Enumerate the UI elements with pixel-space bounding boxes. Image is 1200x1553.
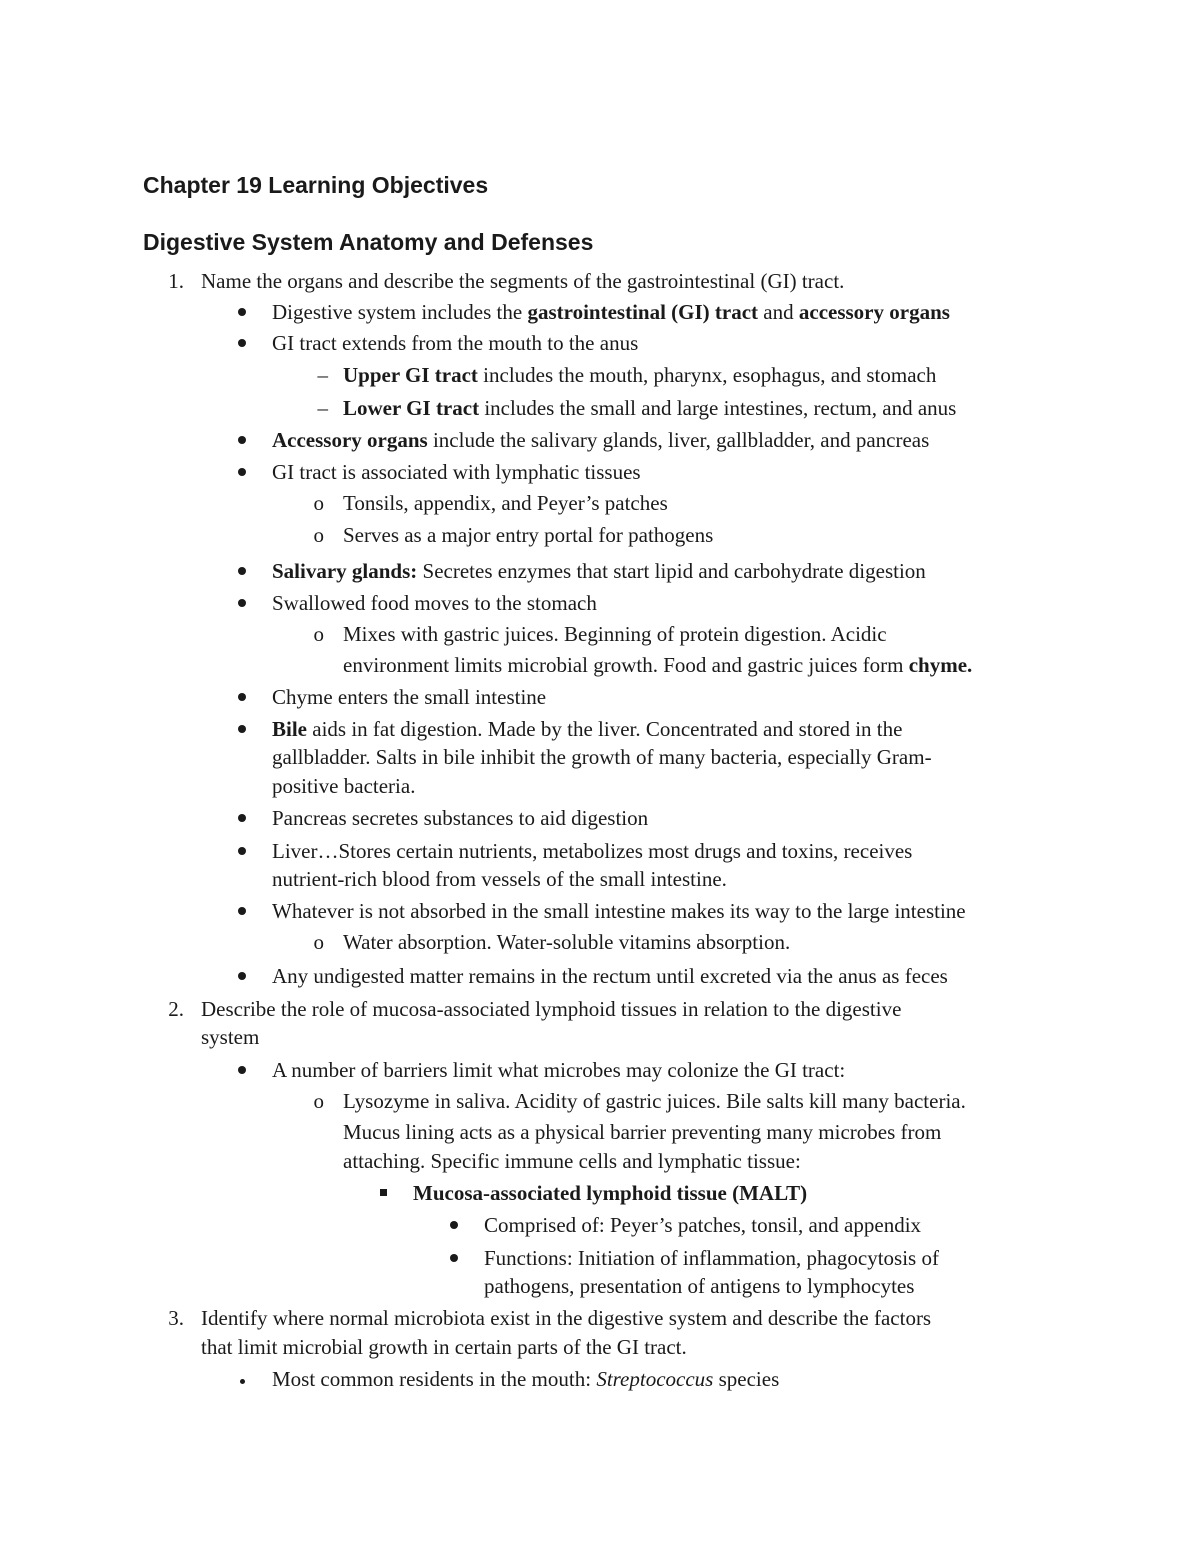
small-bullet-icon — [240, 1379, 245, 1384]
list-item: Water absorption. Water-soluble vitamins absorption. — [343, 930, 791, 954]
bullet-icon — [238, 814, 246, 822]
list-item-line: Mixes with gastric juices. Beginning of protein digestion. Acidic — [343, 622, 887, 646]
list-item-line: Bile aids in fat digestion. Made by the liver. Concentrated and stored in the — [272, 717, 903, 741]
bullet-icon — [238, 436, 246, 444]
objective-text-line: that limit microbial growth in certain parts of the GI tract. — [201, 1335, 687, 1359]
objective-text-line: Describe the role of mucosa-associated lymphoid tissues in relation to the digestive — [201, 997, 902, 1021]
dash-icon: – — [317, 396, 328, 420]
list-item: GI tract extends from the mouth to the anus — [272, 331, 639, 355]
list-item-line: Functions: Initiation of inflammation, phagocytosis of — [484, 1246, 939, 1270]
list-item-line: Lysozyme in saliva. Acidity of gastric juices. Bile salts kill many bacteria. — [343, 1089, 966, 1113]
list-item-line: Liver…Stores certain nutrients, metabolizes most drugs and toxins, receives — [272, 839, 913, 863]
dash-icon: – — [317, 363, 328, 387]
list-item-line: environment limits microbial growth. Food and gastric juices form chyme. — [343, 653, 973, 677]
circle-bullet-icon: o — [313, 930, 324, 954]
list-item: Accessory organs include the salivary glands, liver, gallbladder, and pancreas — [272, 428, 930, 452]
list-number: 1. — [168, 269, 184, 293]
list-item-line: Mucus lining acts as a physical barrier preventing many microbes from — [343, 1120, 942, 1144]
bullet-icon — [238, 972, 246, 980]
list-item: Any undigested matter remains in the rectum until excreted via the anus as feces — [272, 964, 948, 988]
page-title: Chapter 19 Learning Objectives — [143, 172, 489, 198]
list-item: Salivary glands: Secretes enzymes that start lipid and carbohydrate digestion — [272, 559, 926, 583]
list-item: A number of barriers limit what microbes may colonize the GI tract: — [272, 1058, 846, 1082]
list-item: Swallowed food moves to the stomach — [272, 591, 597, 615]
list-item-line: attaching. Specific immune cells and lymphatic tissue: — [343, 1149, 801, 1173]
list-item: Serves as a major entry portal for pathogens — [343, 523, 714, 547]
circle-bullet-icon: o — [313, 523, 324, 547]
bullet-icon — [450, 1221, 458, 1229]
list-item-line: positive bacteria. — [272, 774, 416, 798]
list-item: GI tract is associated with lymphatic tissues — [272, 460, 641, 484]
bullet-icon — [238, 468, 246, 476]
list-item: Digestive system includes the gastrointestinal (GI) tract and accessory organs — [272, 300, 950, 324]
list-item: Pancreas secretes substances to aid digestion — [272, 806, 649, 830]
bullet-icon — [238, 1066, 246, 1074]
bullet-icon — [450, 1254, 458, 1262]
list-item: Upper GI tract includes the mouth, pharynx, esophagus, and stomach — [343, 363, 937, 387]
list-item: Most common residents in the mouth: Streptococcus species — [272, 1367, 780, 1391]
list-item: Lower GI tract includes the small and large intestines, rectum, and anus — [343, 396, 957, 420]
list-item: Comprised of: Peyer’s patches, tonsil, and appendix — [484, 1213, 922, 1237]
list-number: 3. — [168, 1306, 184, 1330]
objective-text-line: system — [201, 1025, 260, 1049]
list-item-line: nutrient-rich blood from vessels of the small intestine. — [272, 867, 727, 891]
objective-text-line: Identify where normal microbiota exist in the digestive system and describe the factors — [201, 1306, 932, 1330]
list-item: Chyme enters the small intestine — [272, 685, 547, 709]
list-item: Mucosa-associated lymphoid tissue (MALT) — [413, 1181, 808, 1205]
bullet-icon — [238, 907, 246, 915]
bullet-icon — [238, 308, 246, 316]
bullet-icon — [238, 725, 246, 733]
bullet-icon — [238, 599, 246, 607]
bullet-icon — [238, 847, 246, 855]
list-number: 2. — [168, 997, 184, 1021]
section-heading: Digestive System Anatomy and Defenses — [143, 229, 594, 255]
list-item-line: gallbladder. Salts in bile inhibit the growth of many bacteria, especially Gram- — [272, 745, 932, 769]
objective-text: Name the organs and describe the segments of the gastrointestinal (GI) tract. — [201, 269, 845, 293]
list-item: Tonsils, appendix, and Peyer’s patches — [343, 491, 668, 515]
bullet-icon — [238, 339, 246, 347]
bullet-icon — [238, 567, 246, 575]
list-item-line: pathogens, presentation of antigens to lymphocytes — [484, 1274, 915, 1298]
square-bullet-icon — [380, 1189, 387, 1196]
circle-bullet-icon: o — [313, 622, 324, 646]
circle-bullet-icon: o — [313, 491, 324, 515]
bullet-icon — [238, 693, 246, 701]
circle-bullet-icon: o — [313, 1089, 324, 1113]
list-item: Whatever is not absorbed in the small intestine makes its way to the large intestine — [272, 899, 966, 923]
